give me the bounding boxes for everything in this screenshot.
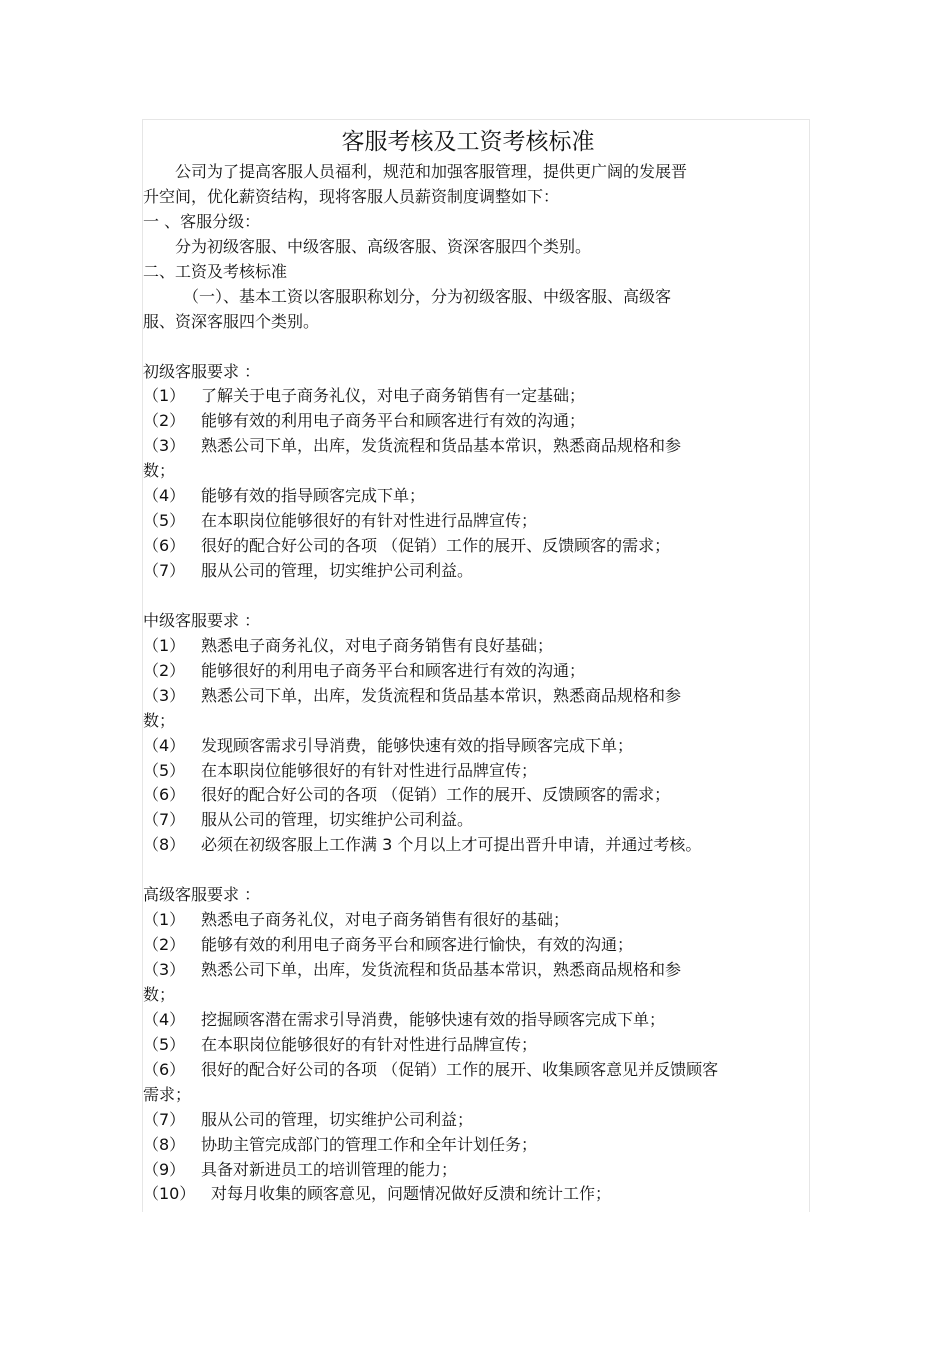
list-item [143,833,793,858]
item-text: 服从公司的管理，切实维护公司利益； [201,1109,474,1129]
junior-heading: 初级客服要求 ： [143,361,261,381]
item-number: （3） [143,436,186,456]
list-item [143,534,793,559]
item-number: （2） [143,935,186,955]
senior-heading: 高级客服要求 ： [143,885,261,905]
item-number: （4） [143,1009,186,1029]
list-item [143,1058,793,1083]
item-text: 在本职岗位能够很好的有针对性进行品牌宣传； [201,760,538,780]
item-number: （9） [143,1159,186,1179]
list-item [143,409,793,434]
item-text: 能够很好的利用电子商务平台和顾客进行有效的沟通； [201,660,586,680]
item-text: 在本职岗位能够很好的有针对性进行品牌宣传； [201,1034,538,1054]
list-item [143,659,793,684]
section2-text-line-1: （一）、基本工资以客服职称划分，分为初级客服、中级客服、高级客 [183,286,672,306]
item-text: 协助主管完成部门的管理工作和全年计划任务； [201,1134,538,1154]
spacer [143,335,793,360]
item-number: （4） [143,486,186,506]
item-number: （5） [143,760,186,780]
list-item [143,759,793,784]
item-number: （6） [143,1059,186,1079]
list-item [143,783,793,808]
item-text: 能够有效的指导顾客完成下单； [201,486,426,506]
list-item [143,384,793,409]
item-number: （5） [143,511,186,531]
document-title: 客服考核及工资考核标准 [341,129,595,155]
item-continuation: 需求； [143,1084,192,1104]
item-number: （7） [143,1109,186,1129]
item-number: （3） [143,685,186,705]
item-number: （6） [143,536,186,556]
section2-heading: 二、工资及考核标准 [143,261,288,281]
list-item [143,684,793,709]
list-item [143,1182,793,1207]
spacer [143,858,793,883]
item-text: 了解关于电子商务礼仪，对电子商务销售有一定基础； [201,386,586,406]
item-text: 服从公司的管理，切实维护公司利益。 [201,561,474,580]
list-item [143,808,793,833]
item-text: 熟悉公司下单，出库，发货流程和货品基本常识，熟悉商品规格和参 [201,436,682,456]
item-number: （1） [143,635,186,655]
intro-line-2: 升空间，优化薪资结构，现将客服人员薪资制度调整如下： [143,186,560,206]
list-item [143,908,793,933]
item-text: 必须在初级客服上工作满 3 个月以上才可提出晋升申请，并通过考核。 [201,835,702,855]
list-item [143,1158,793,1183]
list-item [143,1008,793,1033]
list-item [143,434,793,459]
item-number: （8） [143,835,186,855]
item-number: （7） [143,561,186,580]
item-number: （5） [143,1034,186,1054]
list-item [143,1108,793,1133]
item-text: 能够有效的利用电子商务平台和顾客进行有效的沟通； [201,411,586,431]
list-item [143,958,793,983]
section2-text-line-2: 服、资深客服四个类别。 [143,311,320,331]
item-text: 熟悉电子商务礼仪，对电子商务销售有很好的基础； [201,910,570,930]
item-number: （1） [143,386,186,406]
list-item [143,634,793,659]
list-item [143,933,793,958]
item-text: 挖掘顾客潜在需求引导消费，能够快速有效的指导顾客完成下单； [201,1009,666,1029]
item-continuation: 数； [143,461,176,481]
list-item [143,509,793,534]
list-item [143,734,793,759]
item-text: 在本职岗位能够很好的有针对性进行品牌宣传； [201,511,538,531]
list-item [143,559,793,584]
item-number: （2） [143,411,186,431]
item-text: 熟悉公司下单，出库，发货流程和货品基本常识，熟悉商品规格和参 [201,960,682,979]
list-item [143,484,793,509]
item-text: 能够有效的利用电子商务平台和顾客进行愉快，有效的沟通； [201,935,634,955]
item-number: （10） [143,1184,196,1204]
item-number: （4） [143,735,186,755]
item-text: 熟悉公司下单，出库，发货流程和货品基本常识，熟悉商品规格和参 [201,685,682,705]
item-number: （1） [143,910,186,930]
item-number: （8） [143,1134,186,1154]
middle-heading: 中级客服要求 ： [143,610,261,630]
list-item [143,1033,793,1058]
item-text: 服从公司的管理，切实维护公司利益。 [201,810,474,830]
item-number: （2） [143,660,186,680]
intro-line-1: 公司为了提高客服人员福利，规范和加强客服管理，提供更广阔的发展晋 [175,162,688,181]
spacer [143,584,793,609]
item-text: 熟悉电子商务礼仪，对电子商务销售有良好基础； [201,635,554,655]
item-text: 很好的配合好公司的各项 （促销）工作的展开、反馈顾客的需求； [201,785,671,805]
document-body [143,124,793,1207]
item-continuation: 数； [143,710,176,730]
item-text: 很好的配合好公司的各项 （促销）工作的展开、反馈顾客的需求； [201,536,671,556]
item-number: （6） [143,785,186,805]
list-item [143,1133,793,1158]
item-text: 发现顾客需求引导消费，能够快速有效的指导顾客完成下单； [201,735,634,755]
item-text: 对每月收集的顾客意见，问题情况做好反溃和统计工作； [211,1184,612,1204]
item-number: （7） [143,810,186,830]
item-continuation: 数； [143,984,176,1004]
item-text: 很好的配合好公司的各项 （促销）工作的展开、收集顾客意见并反馈顾客 [201,1059,719,1079]
item-text: 具备对新进员工的培训管理的能力； [201,1159,458,1179]
item-number: （3） [143,960,186,979]
section1-text: 分为初级客服、中级客服、高级客服、资深客服四个类别。 [175,236,592,256]
section1-heading: 一 、客服分级： [143,211,261,231]
